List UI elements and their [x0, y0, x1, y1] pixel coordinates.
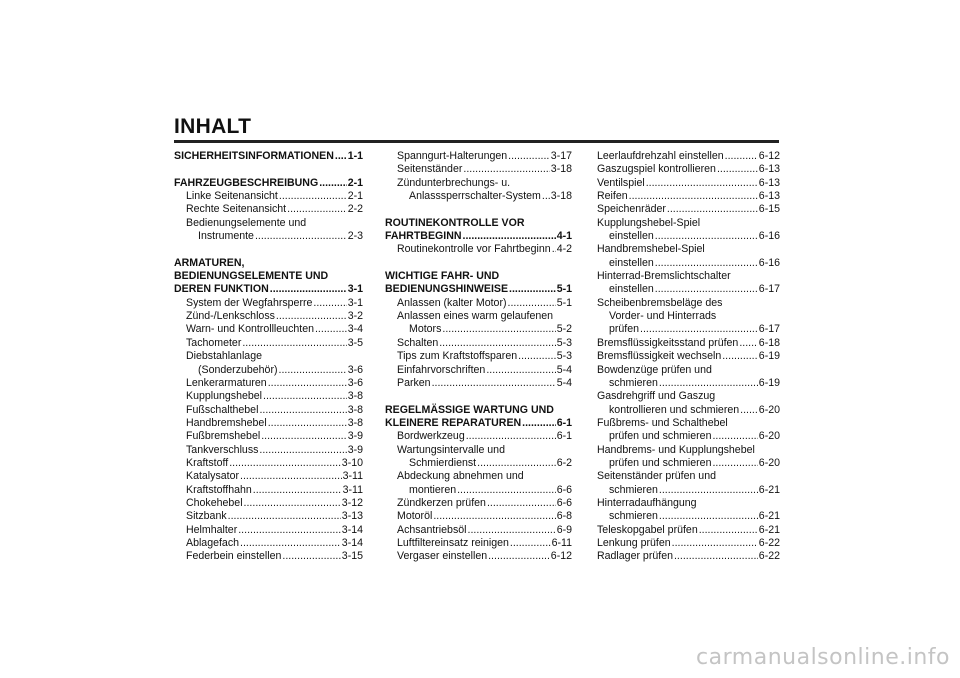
toc-page-number: 6-16	[758, 230, 780, 243]
toc-leader-dots	[739, 337, 757, 350]
toc-column-1	[174, 150, 363, 564]
toc-page-number: 6-6	[556, 496, 572, 509]
toc-entry[interactable]	[174, 190, 363, 203]
toc-page-number: 6-12	[758, 150, 780, 162]
toc-leader-dots	[468, 524, 556, 537]
toc-leader-dots	[319, 177, 346, 190]
toc-leader-dots	[238, 524, 341, 537]
toc-leader-dots	[313, 297, 346, 310]
toc-page-number: 6-20	[758, 456, 780, 469]
toc-heading-line: Hinterrad-Bremslichtschalter	[597, 270, 731, 283]
toc-page-number: 1-1	[347, 150, 363, 162]
toc-entry[interactable]	[174, 310, 363, 323]
toc-heading-line: Bedienungselemente und	[186, 216, 307, 229]
toc-page-number: 6-22	[758, 536, 780, 549]
toc-entry-title: Sitzbank	[186, 510, 227, 523]
toc-entry[interactable]	[174, 364, 363, 377]
toc-entry-title: FAHRZEUGBESCHREIBUNG	[174, 176, 319, 189]
toc-leader-dots	[725, 150, 758, 163]
toc-entry-title: Anlassen (kalter Motor)	[397, 296, 507, 309]
toc-leader-dots	[699, 524, 758, 537]
toc-entry[interactable]	[597, 150, 780, 163]
toc-entry[interactable]	[597, 484, 780, 497]
toc-entry[interactable]	[174, 230, 363, 243]
toc-heading-line: BEDIENUNGSELEMENTE UND	[174, 270, 329, 283]
toc-page-number: 6-12	[550, 550, 572, 563]
toc-entry[interactable]	[597, 430, 780, 443]
toc-page-number: 5-4	[556, 376, 572, 389]
toc-entry-title: Lenkerarmaturen	[186, 376, 267, 389]
toc-entry-title: Anlasssperrschalter-System	[409, 190, 541, 203]
toc-entry-title: FAHRTBEGINN	[385, 230, 462, 243]
toc-page-number: 6-16	[758, 256, 780, 269]
toc-heading-line: ROUTINEKONTROLLE VOR	[385, 216, 525, 229]
toc-page-number: 3-8	[347, 416, 363, 429]
toc-leader-dots	[510, 537, 551, 550]
toc-heading-line: Fußbrems- und Schalthebel	[597, 416, 728, 429]
toc-page-number: 3-4	[347, 323, 363, 336]
toc-page-number: 3-18	[550, 163, 572, 176]
toc-heading-line: Kupplungshebel-Spiel	[597, 216, 701, 229]
toc-page-number: 3-10	[341, 456, 363, 469]
toc-page-number: 6-21	[758, 523, 780, 536]
toc-leader-dots	[433, 510, 555, 523]
toc-leader-dots	[629, 190, 758, 203]
toc-entry[interactable]	[174, 203, 363, 216]
toc-entry-title: Reifen	[597, 190, 628, 203]
toc-leader-dots	[253, 484, 342, 497]
toc-leader-dots	[279, 364, 347, 377]
toc-leader-dots	[508, 150, 550, 163]
toc-leader-dots	[335, 150, 347, 163]
toc-leader-dots	[244, 497, 341, 510]
page-title: INHALT	[174, 115, 252, 138]
toc-leader-dots	[640, 323, 758, 336]
toc-heading-line: Handbrems- und Kupplungshebel	[597, 443, 755, 456]
toc-page-number: 2-1	[347, 176, 363, 189]
toc-page-number: 3-11	[342, 483, 363, 496]
toc-leader-dots	[508, 297, 556, 310]
toc-page-number: 6-6	[556, 483, 572, 496]
toc-leader-dots	[282, 550, 340, 563]
toc-spacer	[385, 257, 572, 270]
toc-entry[interactable]	[174, 323, 363, 336]
toc-page-number: 5-2	[556, 323, 572, 336]
toc-entry[interactable]	[597, 203, 780, 216]
toc-entry-title: KLEINERE REPARATUREN	[385, 416, 522, 429]
toc-entry-title: prüfen	[609, 323, 640, 336]
title-rule	[174, 140, 779, 143]
toc-leader-dots	[270, 283, 347, 296]
toc-leader-dots	[674, 550, 758, 563]
toc-page-number: 3-1	[347, 296, 363, 309]
toc-entry-title: prüfen und schmieren	[609, 456, 712, 469]
toc-entry[interactable]	[597, 550, 780, 563]
toc-entry-title: BEDIENUNGSHINWEISE	[385, 283, 509, 296]
toc-page-number: 4-1	[556, 230, 572, 243]
toc-page-number: 3-1	[347, 283, 363, 296]
toc-entry-title: Gaszugspiel kontrollieren	[597, 163, 716, 176]
toc-entry[interactable]	[174, 377, 363, 390]
toc-leader-dots	[240, 537, 341, 550]
toc-entry-title: schmieren	[609, 510, 658, 523]
toc-entry-title: Achsantriebsöl	[397, 523, 467, 536]
toc-entry[interactable]	[385, 190, 572, 203]
toc-page-number: 6-22	[758, 550, 780, 563]
toc-page-number: 3-9	[347, 430, 363, 443]
toc-leader-dots	[315, 323, 347, 336]
toc-entry-title: Federbein einstellen	[186, 550, 282, 563]
toc-leader-dots	[268, 377, 347, 390]
toc-page-number: 2-2	[347, 203, 363, 216]
toc-entry[interactable]	[385, 230, 572, 243]
toc-page-number: 6-20	[758, 430, 780, 443]
toc-entry[interactable]	[174, 444, 363, 457]
toc-page-number: 6-13	[758, 190, 780, 203]
toc-spacer	[385, 203, 572, 216]
toc-entry[interactable]	[385, 297, 572, 310]
toc-entry-title: Ablagefach	[186, 536, 240, 549]
toc-entry-title: Kupplungshebel	[186, 390, 262, 403]
toc-leader-dots	[712, 457, 757, 470]
toc-entry-title: Chokehebel	[186, 496, 243, 509]
toc-spacer	[174, 243, 363, 256]
toc-entry-title: Routinekontrolle vor Fahrtbeginn	[397, 243, 551, 256]
toc-entry[interactable]	[174, 337, 363, 350]
toc-entry[interactable]	[174, 417, 363, 430]
toc-entry[interactable]	[385, 150, 572, 163]
toc-leader-dots	[659, 484, 758, 497]
toc-entry[interactable]	[174, 457, 363, 470]
toc-entry[interactable]	[597, 404, 780, 417]
toc-leader-dots	[518, 350, 556, 363]
toc-entry-title: Luftfiltereinsatz reinigen	[397, 536, 509, 549]
toc-entry[interactable]	[174, 550, 363, 563]
toc-leader-dots	[463, 163, 549, 176]
toc-entry-title: Bremsflüssigkeitsstand prüfen	[597, 336, 739, 349]
toc-entry[interactable]	[597, 177, 780, 190]
toc-page-number: 6-17	[758, 323, 780, 336]
toc-leader-dots	[255, 230, 347, 243]
toc-entry-title: Kraftstoff	[186, 456, 229, 469]
toc-heading-line: Zündunterbrechungs- u.	[397, 176, 511, 189]
toc-leader-dots	[712, 430, 757, 443]
toc-entry-title: Tankverschluss	[186, 443, 259, 456]
toc-leader-dots	[463, 230, 556, 243]
toc-leader-dots	[261, 430, 347, 443]
toc-spacer	[385, 390, 572, 403]
toc-entry[interactable]	[174, 297, 363, 310]
toc-entry-title: Warn- und Kontrollleuchten	[186, 323, 314, 336]
toc-page-number: 6-18	[758, 336, 780, 349]
toc-entry-title: kontrollieren und schmieren	[609, 403, 740, 416]
toc-entry[interactable]	[385, 243, 572, 256]
toc-page-number: 6-1	[556, 416, 572, 429]
toc-entry[interactable]	[385, 364, 572, 377]
toc-leader-dots	[228, 510, 341, 523]
toc-entry[interactable]	[385, 377, 572, 390]
toc-entry[interactable]	[385, 550, 572, 563]
toc-entry-title: Speichenräder	[597, 203, 666, 216]
toc-page-number: 5-3	[556, 350, 572, 363]
toc-leader-dots	[509, 283, 556, 296]
toc-entry[interactable]	[385, 430, 572, 443]
toc-page-number: 5-4	[556, 363, 572, 376]
toc-entry[interactable]	[385, 484, 572, 497]
toc-entry-title: Motors	[409, 323, 442, 336]
toc-entry-title: schmieren	[609, 376, 658, 389]
toc-entry-title: SICHERHEITSINFORMATIONEN	[174, 150, 334, 162]
toc-entry[interactable]	[174, 510, 363, 523]
toc-heading-line: Handbremshebel-Spiel	[597, 243, 705, 256]
toc-entry-title: einstellen	[609, 230, 654, 243]
toc-leader-dots	[263, 390, 347, 403]
toc-entry[interactable]	[597, 457, 780, 470]
toc-entry-title: montieren	[409, 483, 457, 496]
toc-leader-dots	[259, 444, 346, 457]
toc-leader-dots	[229, 457, 341, 470]
toc-page-number: 3-13	[341, 510, 363, 523]
toc-heading-line: Vorder- und Hinterrads	[609, 310, 717, 323]
toc-entry-title: Motoröl	[397, 510, 433, 523]
toc-entry[interactable]	[597, 524, 780, 537]
toc-entry-title: Tips zum Kraftstoffsparen	[397, 350, 518, 363]
toc-heading-line: Hinterradaufhängung	[597, 496, 697, 509]
toc-entry[interactable]	[597, 337, 780, 350]
toc-heading-line: Bowdenzüge prüfen und	[597, 363, 712, 376]
toc-entry-title: Radlager prüfen	[597, 550, 673, 563]
toc-entry-title: Schalten	[397, 336, 439, 349]
toc-spacer	[174, 163, 363, 176]
toc-leader-dots	[722, 350, 758, 363]
toc-leader-dots	[740, 404, 758, 417]
toc-page-number: 3-8	[347, 403, 363, 416]
toc-entry-title: Parken	[397, 376, 431, 389]
toc-leader-dots	[542, 190, 550, 203]
toc-entry[interactable]	[174, 404, 363, 417]
toc-leader-dots	[442, 323, 555, 336]
toc-entry-title: Tachometer	[186, 336, 242, 349]
toc-page-number: 6-19	[758, 376, 780, 389]
toc-page-number: 3-2	[347, 310, 363, 323]
toc-page-number: 6-17	[758, 283, 780, 296]
toc-leader-dots	[240, 470, 342, 483]
toc-page-number: 6-11	[551, 536, 572, 549]
toc-entry-title: prüfen und schmieren	[609, 430, 712, 443]
toc-entry[interactable]	[174, 177, 363, 190]
toc-heading-line: Gasdrehgriff und Gaszug	[597, 390, 716, 403]
toc-entry[interactable]	[385, 283, 572, 296]
toc-page-number: 5-3	[556, 336, 572, 349]
toc-leader-dots	[552, 243, 556, 256]
toc-page-number: 3-12	[341, 496, 363, 509]
toc-entry-title: Seitenständer	[397, 163, 463, 176]
toc-entry[interactable]	[174, 150, 363, 163]
toc-entry-title: Fußschalthebel	[186, 403, 259, 416]
toc-page-number: 3-6	[347, 363, 363, 376]
toc-heading-line: Wartungsintervalle und	[397, 443, 505, 456]
toc-entry-title: Katalysator	[186, 470, 239, 483]
toc-page-number: 6-9	[556, 523, 572, 536]
toc-entry-title: Lenkung prüfen	[597, 536, 671, 549]
toc-leader-dots	[487, 497, 556, 510]
toc-page-number: 6-19	[758, 350, 780, 363]
toc-heading-line: Seitenständer prüfen und	[597, 470, 716, 483]
toc-page-number: 3-18	[550, 190, 572, 203]
toc-entry-title: Einfahrvorschriften	[397, 363, 486, 376]
toc-entry-title: Linke Seitenansicht	[186, 190, 278, 203]
toc-leader-dots	[439, 337, 555, 350]
toc-page-number: 6-21	[758, 510, 780, 523]
toc-entry[interactable]	[385, 497, 572, 510]
toc-page-number: 6-13	[758, 176, 780, 189]
toc-page-number: 6-13	[758, 163, 780, 176]
toc-entry-title: Vergaser einstellen	[397, 550, 488, 563]
toc-entry[interactable]	[385, 417, 572, 430]
toc-leader-dots	[522, 417, 556, 430]
toc-entry-title: Rechte Seitenansicht	[186, 203, 287, 216]
toc-leader-dots	[659, 510, 758, 523]
toc-entry[interactable]	[385, 163, 572, 176]
toc-leader-dots	[466, 430, 556, 443]
toc-entry-title: Spanngurt-Halterungen	[397, 150, 508, 162]
toc-entry[interactable]	[385, 350, 572, 363]
toc-leader-dots	[717, 163, 758, 176]
toc-entry[interactable]	[385, 457, 572, 470]
toc-leader-dots	[279, 190, 347, 203]
toc-entry[interactable]	[597, 537, 780, 550]
toc-entry-title: Handbremshebel	[186, 416, 267, 429]
toc-entry-title: schmieren	[609, 483, 658, 496]
toc-entry-title: Zünd-/Lenkschloss	[186, 310, 275, 323]
toc-page-number: 5-1	[556, 296, 572, 309]
toc-entry[interactable]	[597, 323, 780, 336]
toc-entry-title: Kraftstoffhahn	[186, 483, 252, 496]
toc-leader-dots	[268, 417, 347, 430]
toc-leader-dots	[667, 203, 758, 216]
watermark: carmanualsonline.info	[696, 645, 950, 670]
toc-entry-title: Leerlaufdrehzahl einstellen	[597, 150, 724, 162]
toc-leader-dots	[672, 537, 758, 550]
toc-page-number: 3-11	[342, 470, 363, 483]
toc-page-number: 3-6	[347, 376, 363, 389]
toc-leader-dots	[655, 283, 758, 296]
toc-leader-dots	[259, 404, 346, 417]
toc-page-number: 3-15	[341, 550, 363, 563]
toc-page-number: 6-1	[556, 430, 572, 443]
toc-page-number: 3-14	[341, 523, 363, 536]
toc-entry-title: Bremsflüssigkeit wechseln	[597, 350, 722, 363]
toc-page-number: 3-9	[347, 443, 363, 456]
toc-entry-title: Ventilspiel	[597, 176, 645, 189]
toc-leader-dots	[486, 364, 555, 377]
toc-entry[interactable]	[174, 470, 363, 483]
toc-page-number: 6-2	[556, 456, 572, 469]
toc-entry[interactable]	[174, 497, 363, 510]
toc-entry-title: Bordwerkzeug	[397, 430, 465, 443]
toc-entry[interactable]	[597, 163, 780, 176]
toc-entry-title: einstellen	[609, 256, 654, 269]
toc-page-number: 6-20	[758, 403, 780, 416]
toc-entry-title: einstellen	[609, 283, 654, 296]
toc-entry-title: Instrumente	[198, 230, 254, 243]
toc-entry[interactable]	[174, 484, 363, 497]
toc-entry[interactable]	[385, 323, 572, 336]
toc-page-number: 3-8	[347, 390, 363, 403]
toc-leader-dots	[242, 337, 346, 350]
toc-entry[interactable]	[597, 230, 780, 243]
toc-leader-dots	[646, 177, 758, 190]
toc-entry-title: DEREN FUNKTION	[174, 283, 269, 296]
toc-entry-title: Zündkerzen prüfen	[397, 496, 486, 509]
toc-entry[interactable]	[597, 510, 780, 523]
toc-page-number: 5-1	[556, 283, 572, 296]
toc-leader-dots	[457, 484, 556, 497]
toc-heading-line: Scheibenbremsbeläge des	[597, 296, 723, 309]
toc-leader-dots	[655, 230, 758, 243]
toc-entry[interactable]	[597, 257, 780, 270]
toc-leader-dots	[477, 457, 556, 470]
toc-column-2	[385, 150, 572, 564]
toc-entry[interactable]	[174, 283, 363, 296]
toc-leader-dots	[488, 550, 550, 563]
toc-page-number: 3-14	[341, 536, 363, 549]
toc-entry[interactable]	[385, 524, 572, 537]
toc-heading-line: Anlassen eines warm gelaufenen	[397, 310, 554, 323]
toc-leader-dots	[287, 203, 347, 216]
toc-heading-line: Diebstahlanlage	[186, 350, 262, 363]
toc-entry[interactable]	[385, 337, 572, 350]
toc-leader-dots	[655, 257, 758, 270]
toc-entry[interactable]	[174, 537, 363, 550]
toc-entry-title: Teleskopgabel prüfen	[597, 523, 698, 536]
toc-heading-line: REGELMÄSSIGE WARTUNG UND	[385, 403, 554, 416]
toc-entry-title: Fußbremshebel	[186, 430, 261, 443]
toc-page-number: 3-17	[550, 150, 572, 162]
toc-entry[interactable]	[385, 510, 572, 523]
toc-page-number: 6-21	[758, 483, 780, 496]
toc-heading-line: ARMATUREN,	[174, 256, 245, 269]
toc-entry-title: System der Wegfahrsperre	[186, 296, 313, 309]
toc-page-number: 3-5	[347, 336, 363, 349]
toc-page-number: 6-15	[758, 203, 780, 216]
toc-entry[interactable]	[597, 377, 780, 390]
toc-heading-line: WICHTIGE FAHR- UND	[385, 270, 500, 283]
toc-page-number: 4-2	[556, 243, 572, 256]
toc-heading-line: Abdeckung abnehmen und	[397, 470, 524, 483]
toc-entry[interactable]	[174, 524, 363, 537]
toc-column-3	[597, 150, 780, 564]
toc-entry-title: Schmierdienst	[409, 456, 477, 469]
toc-leader-dots	[432, 377, 556, 390]
toc-page-number: 6-8	[556, 510, 572, 523]
toc-leader-dots	[276, 310, 347, 323]
toc-entry-title: Helmhalter	[186, 523, 238, 536]
toc-entry[interactable]	[174, 430, 363, 443]
toc-entry[interactable]	[597, 190, 780, 203]
toc-entry[interactable]	[597, 283, 780, 296]
toc-page-number: 2-1	[347, 190, 363, 203]
toc-entry[interactable]	[597, 350, 780, 363]
toc-entry[interactable]	[385, 537, 572, 550]
toc-page-number: 2-3	[347, 230, 363, 243]
toc-entry[interactable]	[174, 390, 363, 403]
toc-entry-title: (Sonderzubehör)	[198, 363, 278, 376]
toc-leader-dots	[659, 377, 758, 390]
